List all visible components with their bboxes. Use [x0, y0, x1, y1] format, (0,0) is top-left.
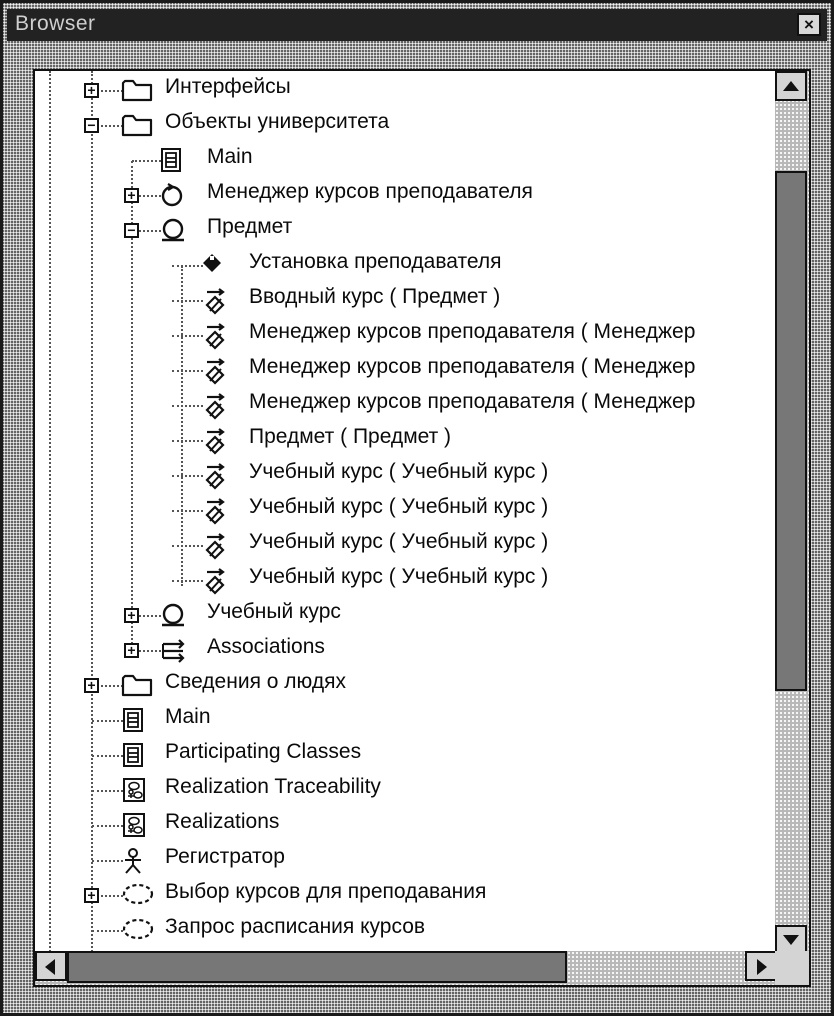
scroll-left-button[interactable]: [35, 951, 67, 981]
association-role-icon: [201, 287, 229, 322]
tree-item-label: Realization Traceability: [165, 775, 381, 798]
close-button[interactable]: [797, 13, 821, 36]
arrow-up-icon: [777, 73, 805, 99]
tree-item[interactable]: [35, 283, 777, 317]
folder-icon: [121, 112, 155, 143]
expand-toggle[interactable]: +: [124, 643, 139, 658]
tree-item-label: Регистратор: [165, 845, 285, 868]
association-role-icon: [201, 462, 229, 497]
tree-item[interactable]: [35, 388, 777, 422]
entity-class-icon: [159, 602, 187, 633]
association-role-icon: [201, 427, 229, 462]
tree-item-label: Учебный курс ( Учебный курс ): [249, 460, 549, 483]
tree-item-label: Учебный курс: [207, 600, 341, 623]
tree-connector: [172, 335, 203, 337]
tree-item-label: Установка преподавателя: [249, 250, 502, 273]
class-diagram-icon: [121, 742, 145, 773]
association-role-icon: [201, 497, 229, 532]
association-role-icon: [201, 357, 229, 392]
tree-item[interactable]: [35, 493, 777, 527]
tree-connector: [172, 265, 203, 267]
entity-class-icon: [159, 217, 187, 248]
collapse-toggle[interactable]: −: [84, 118, 99, 133]
tree-item[interactable]: [35, 668, 777, 702]
folder-icon: [121, 672, 155, 703]
arrow-left-icon: [37, 953, 65, 981]
tree-item-label: Учебный курс ( Учебный курс ): [249, 495, 549, 518]
tree-item[interactable]: [35, 458, 777, 492]
tree-item[interactable]: [35, 353, 777, 387]
tree-item-label: Менеджер курсов преподавателя: [207, 180, 533, 203]
tree-item-label: Интерфейсы: [165, 75, 291, 98]
vertical-scroll-thumb[interactable]: [775, 171, 807, 691]
scroll-right-button[interactable]: [745, 951, 777, 981]
tree-item-label: Сведения о людях: [165, 670, 346, 693]
model-tree: [35, 71, 777, 955]
tree-connector: [172, 405, 203, 407]
tree-connector: [172, 300, 203, 302]
tree-item-label: Учебный курс ( Учебный курс ): [249, 565, 549, 588]
tree-connector: [92, 755, 123, 757]
tree-item[interactable]: [35, 843, 777, 877]
tree-item-label: Main: [165, 705, 211, 728]
tree-connector: [92, 930, 123, 932]
tree-item-label: Менеджер курсов преподавателя ( Менеджер: [249, 320, 696, 343]
tree-item[interactable]: [35, 213, 777, 247]
tree-connector: [172, 580, 203, 582]
tree-item[interactable]: [35, 73, 777, 107]
tree-connector: [92, 720, 123, 722]
horizontal-scroll-thumb[interactable]: [67, 951, 567, 983]
associations-icon: [159, 637, 189, 668]
arrow-down-icon: [777, 927, 805, 953]
tree-item-label: Associations: [207, 635, 325, 658]
association-role-icon: [201, 567, 229, 602]
tree-connector: [92, 790, 123, 792]
association-role-icon: [201, 392, 229, 427]
tree-item[interactable]: [35, 913, 777, 947]
collapse-toggle[interactable]: −: [124, 223, 139, 238]
tree-item-label: Main: [207, 145, 253, 168]
tree-item-label: Participating Classes: [165, 740, 362, 763]
tree-item-label: Предмет: [207, 215, 293, 238]
tree-connector: [172, 475, 203, 477]
title-bar[interactable]: [7, 9, 827, 41]
expand-toggle[interactable]: +: [84, 83, 99, 98]
expand-toggle[interactable]: +: [124, 188, 139, 203]
tree-item[interactable]: [35, 598, 777, 632]
expand-toggle[interactable]: +: [124, 608, 139, 623]
tree-item[interactable]: [35, 528, 777, 562]
association-role-icon: [201, 322, 229, 357]
folder-icon: [121, 77, 155, 108]
tree-item-label: Вводный курс ( Предмет ): [249, 285, 501, 308]
tree-item-label: Объекты университета: [165, 110, 390, 133]
tree-item-label: Выбор курсов для преподавания: [165, 880, 487, 903]
scroll-up-button[interactable]: [775, 71, 807, 101]
tree-item-label: Учебный курс ( Учебный курс ): [249, 530, 549, 553]
tree-item[interactable]: [35, 108, 777, 142]
browser-tree-pane: [33, 69, 811, 987]
class-diagram-icon: [159, 147, 183, 178]
use-case-icon: [121, 882, 155, 911]
tree-item[interactable]: [35, 563, 777, 597]
tree-item[interactable]: [35, 318, 777, 352]
tree-item-label: Запрос расписания курсов: [165, 915, 426, 938]
usecase-diagram-icon: [121, 777, 147, 808]
tree-item[interactable]: [35, 738, 777, 772]
tree-connector: [172, 510, 203, 512]
tree-item[interactable]: [35, 248, 777, 282]
tree-item-label: Realizations: [165, 810, 280, 833]
tree-item-label: Менеджер курсов преподавателя ( Менеджер: [249, 390, 696, 413]
expand-toggle[interactable]: +: [84, 888, 99, 903]
expand-toggle[interactable]: +: [84, 678, 99, 693]
control-class-icon: [159, 182, 185, 213]
tree-connector: [172, 370, 203, 372]
tree-connector: [172, 440, 203, 442]
tree-connector: [92, 860, 123, 862]
tree-item[interactable]: [35, 773, 777, 807]
use-case-icon: [121, 917, 155, 946]
tree-item[interactable]: [35, 143, 777, 177]
tree-connector: [92, 825, 123, 827]
tree-item-label: Предмет ( Предмет ): [249, 425, 452, 448]
tree-item[interactable]: [35, 178, 777, 212]
tree-connector: [132, 160, 161, 162]
arrow-right-icon: [747, 953, 775, 981]
tree-item[interactable]: [35, 808, 777, 842]
horizontal-scrollbar[interactable]: [35, 951, 777, 985]
tree-connector: [172, 545, 203, 547]
tree-item-label: Менеджер курсов преподавателя ( Менеджер: [249, 355, 696, 378]
close-icon: ×: [804, 15, 814, 34]
actor-icon: [121, 847, 145, 880]
class-diagram-icon: [121, 707, 145, 738]
vertical-scrollbar[interactable]: [775, 71, 809, 955]
scrollbar-corner: [775, 951, 809, 985]
usecase-diagram-icon: [121, 812, 147, 843]
tree-item[interactable]: [35, 703, 777, 737]
tree-item[interactable]: [35, 633, 777, 667]
window-title: Browser: [15, 12, 96, 35]
operation-icon: [201, 252, 223, 279]
tree-item[interactable]: [35, 878, 777, 912]
association-role-icon: [201, 532, 229, 567]
tree-item[interactable]: [35, 423, 777, 457]
